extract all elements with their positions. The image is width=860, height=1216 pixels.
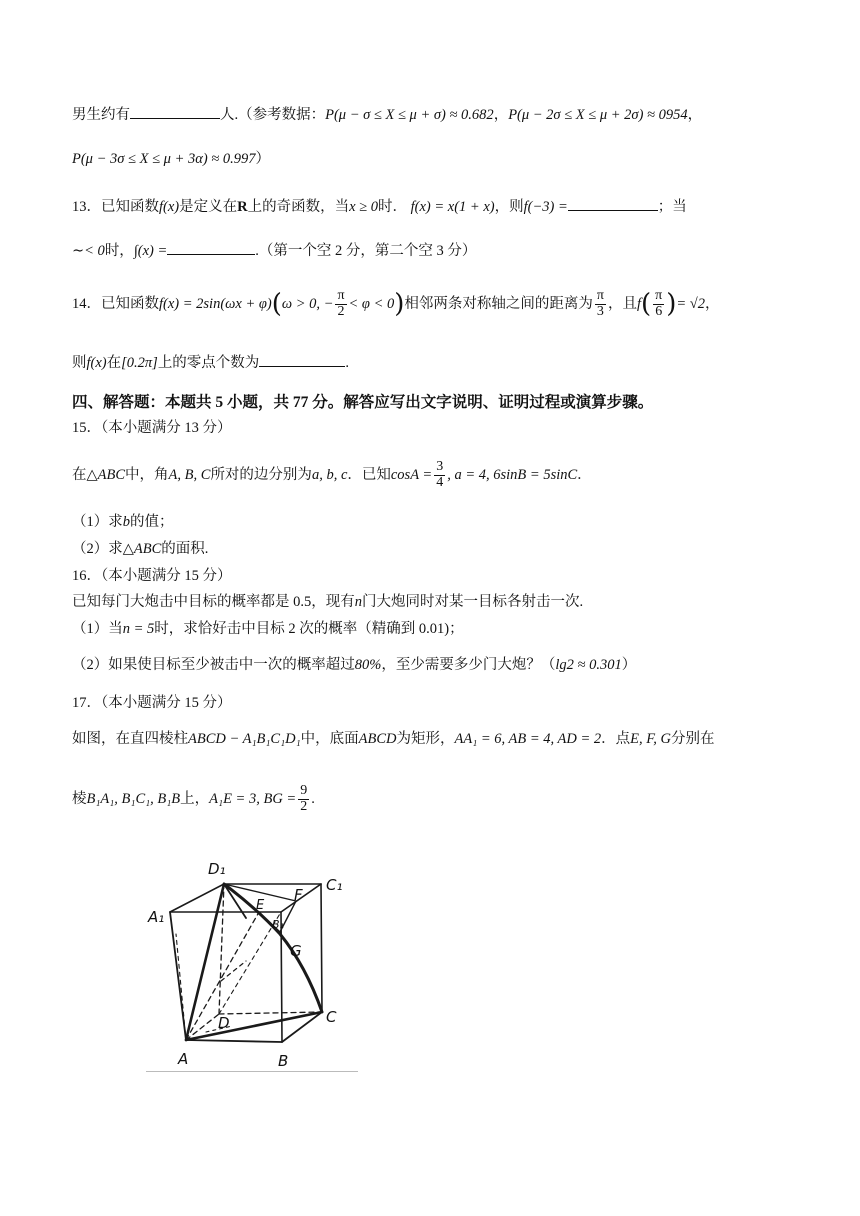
text-segment: ；当 xyxy=(657,199,687,215)
text-line-1 xyxy=(72,108,702,123)
math-expression: n = 5 xyxy=(122,621,155,637)
text-segment: ） xyxy=(255,151,271,167)
math-expression: f(−3) = xyxy=(523,199,568,215)
figure-divider xyxy=(146,1071,358,1072)
question-15-line-1 xyxy=(72,460,592,490)
math-expression: b xyxy=(122,514,130,530)
question-16-part-2 xyxy=(72,658,636,673)
math-expression: A, B, C xyxy=(168,466,211,483)
question-number: 13．已知函数 xyxy=(72,199,159,215)
text-segment: （2）如果使目标至少被击中一次的概率超过 xyxy=(72,657,355,673)
text-segment: 上的奇函数，当 xyxy=(247,199,350,215)
question-16-part-1 xyxy=(72,622,464,637)
prism-figure xyxy=(146,846,362,1074)
answer-blank[interactable] xyxy=(130,117,220,119)
label-c1: C₁ xyxy=(326,876,343,894)
text-segment: （2）求 xyxy=(72,541,123,557)
math-expression: ∼< 0 xyxy=(72,243,105,259)
math-expression: n xyxy=(354,594,362,610)
text-segment: 时． xyxy=(378,199,408,215)
math-expression: f(x) = x(1 + x) xyxy=(410,199,495,215)
left-paren: ( xyxy=(271,289,282,320)
question-15-part-1 xyxy=(72,515,174,530)
text-segment: 门大炮同时对某一目标各射击一次. xyxy=(362,594,584,610)
math-expression: < φ < 0 xyxy=(348,295,395,312)
text-segment: 如图，在直四棱柱 xyxy=(72,731,188,747)
fraction: $\frac{\pi}{2}$ xyxy=(337,288,345,319)
question-14-line-1 xyxy=(72,289,720,319)
right-paren: ) xyxy=(666,289,677,320)
edge-b-b1 xyxy=(281,912,282,1042)
math-expression: E, F, G xyxy=(630,731,671,747)
math-expression: △ABC xyxy=(86,466,126,483)
text-segment: 上， xyxy=(180,790,210,807)
text-segment: . xyxy=(345,355,349,371)
label-g: G xyxy=(290,942,302,960)
hidden-segment-short xyxy=(221,961,246,981)
text-segment: 则 xyxy=(72,355,87,371)
text-segment: ，至少需要多少门大炮？（ xyxy=(381,657,556,673)
question-16-line-1 xyxy=(72,595,583,610)
math-expression: 80% xyxy=(354,657,382,673)
text-segment: 时，求恰好击中目标 2 次的概率（精确到 0.01)； xyxy=(154,621,464,637)
label-a1: A₁ xyxy=(148,908,165,926)
text-segment: 男生约有 xyxy=(72,107,130,123)
text-segment: 分别在 xyxy=(670,731,715,747)
label-d1: D₁ xyxy=(208,860,226,878)
fraction: $\frac{9}{2}$ xyxy=(300,783,308,814)
text-segment: 在 xyxy=(72,466,87,483)
question-15-part-2 xyxy=(72,542,208,557)
math-expression: ABCD xyxy=(358,731,397,747)
label-b1: B₁ xyxy=(272,918,284,931)
math-expression: [0.2π] xyxy=(121,355,158,371)
label-e: E xyxy=(256,898,265,913)
math-expression: A₁E = 3, BG = xyxy=(209,790,297,807)
text-segment: 上的零点个数为 xyxy=(157,355,260,371)
text-segment: ． xyxy=(577,466,592,483)
label-b: B xyxy=(278,1052,289,1070)
bold-symbol: R xyxy=(237,199,248,215)
text-segment: 已知每门大炮击中目标的概率都是 0.5，现有 xyxy=(72,594,355,610)
text-segment: 是定义在 xyxy=(179,199,238,215)
math-expression: f xyxy=(636,295,641,312)
text-segment: ．点 xyxy=(601,731,631,747)
math-expression: ABCD − A₁B₁C₁D₁ xyxy=(188,731,301,747)
text-segment: ，且 xyxy=(607,295,637,312)
math-expression: x ≥ 0 xyxy=(349,199,379,215)
hidden-edge-d-c xyxy=(219,1012,322,1014)
section-heading: 四、解答题：本题共 5 小题，共 77 分。解答应写出文字说明、证明过程或演算步骤。 xyxy=(72,394,654,411)
question-17-line-1 xyxy=(72,732,714,747)
answer-blank[interactable] xyxy=(568,209,658,211)
fraction: $\frac{\pi}{6}$ xyxy=(655,288,663,319)
question-17-line-2 xyxy=(72,784,315,814)
text-segment: ．已知 xyxy=(347,466,391,483)
text-segment: . xyxy=(311,790,315,807)
math-expression: △ABC xyxy=(122,541,162,557)
text-segment: （1）求 xyxy=(72,514,123,530)
math-expression: B₁A₁, B₁C₁, B₁B xyxy=(86,790,181,807)
math-expression: = √2 xyxy=(676,295,706,312)
math-expression: a, b, c xyxy=(311,466,348,483)
text-segment: 棱 xyxy=(72,790,87,807)
text-segment: ，则 xyxy=(494,199,524,215)
answer-blank[interactable] xyxy=(259,365,345,367)
text-segment: ， xyxy=(493,107,509,123)
text-segment: 人.（参考数据： xyxy=(220,107,326,123)
text-segment: （1）当 xyxy=(72,621,123,637)
math-expression: P(μ − 2σ ≤ X ≤ μ + 2σ) ≈ 0954 xyxy=(508,107,688,123)
math-expression: cosA = xyxy=(390,466,433,483)
edge-c-c1 xyxy=(321,884,322,1012)
fraction: $\frac{3}{4}$ xyxy=(436,459,444,490)
question-number: 14．已知函数 xyxy=(72,295,159,312)
edge-a-a1 xyxy=(170,912,186,1040)
math-expression: ω > 0, − xyxy=(281,295,334,312)
question-15-heading: 15．（本小题满分 13 分） xyxy=(72,420,232,436)
label-d: D xyxy=(218,1014,230,1032)
label-a: A xyxy=(178,1050,189,1068)
text-segment: 为矩形， xyxy=(396,731,455,747)
text-segment: 的值； xyxy=(130,514,174,530)
math-expression: P(μ − 3σ ≤ X ≤ μ + 3α) ≈ 0.997 xyxy=(72,151,256,167)
question-13-line-1 xyxy=(72,200,687,215)
text-segment: 的面积. xyxy=(161,541,209,557)
text-segment: 所对的边分别为 xyxy=(210,466,312,483)
math-expression: f(x) xyxy=(159,199,180,215)
math-expression: , a = 4, 6sinB = 5sinC xyxy=(447,466,578,483)
math-expression: f(x) = 2sin(ωx + φ) xyxy=(159,295,272,312)
text-segment: ） xyxy=(621,657,637,673)
text-segment: ， xyxy=(705,295,720,312)
math-expression: P(μ − σ ≤ X ≤ μ + σ) ≈ 0.682 xyxy=(325,107,494,123)
answer-blank[interactable] xyxy=(167,253,255,255)
math-expression: lg2 ≈ 0.301 xyxy=(555,657,622,673)
math-expression: AA₁ = 6, AB = 4, AD = 2 xyxy=(454,731,602,747)
segment-d1-g-c xyxy=(224,884,322,1012)
text-segment: ， xyxy=(687,107,703,123)
text-segment: 中，角 xyxy=(125,466,169,483)
text-segment: 时， xyxy=(104,243,134,259)
text-line-2 xyxy=(72,152,270,167)
label-c: C xyxy=(326,1008,337,1026)
text-segment: 中，底面 xyxy=(300,731,359,747)
text-segment: .（第一个空 2 分，第二个空 3 分） xyxy=(255,243,477,259)
question-17-heading: 17．（本小题满分 15 分） xyxy=(72,695,232,711)
hidden-segment-a-b1 xyxy=(176,934,186,1040)
question-14-line-2 xyxy=(72,356,349,371)
question-16-heading: 16．（本小题满分 15 分） xyxy=(72,568,232,584)
fraction: $\frac{\pi}{3}$ xyxy=(596,288,604,319)
question-13-line-2 xyxy=(72,244,476,259)
label-f: F xyxy=(294,886,303,904)
left-paren: ( xyxy=(641,289,652,320)
math-expression: f(x) xyxy=(86,355,107,371)
edge-a1-d1 xyxy=(170,884,224,912)
right-paren: ) xyxy=(394,289,405,320)
math-expression: ∫(x) = xyxy=(133,243,168,259)
edge-a-b xyxy=(186,1040,282,1042)
text-segment: 在 xyxy=(106,355,122,371)
segment-a-c xyxy=(186,1012,322,1040)
text-segment: 相邻两条对称轴之间的距离为 xyxy=(404,295,593,312)
